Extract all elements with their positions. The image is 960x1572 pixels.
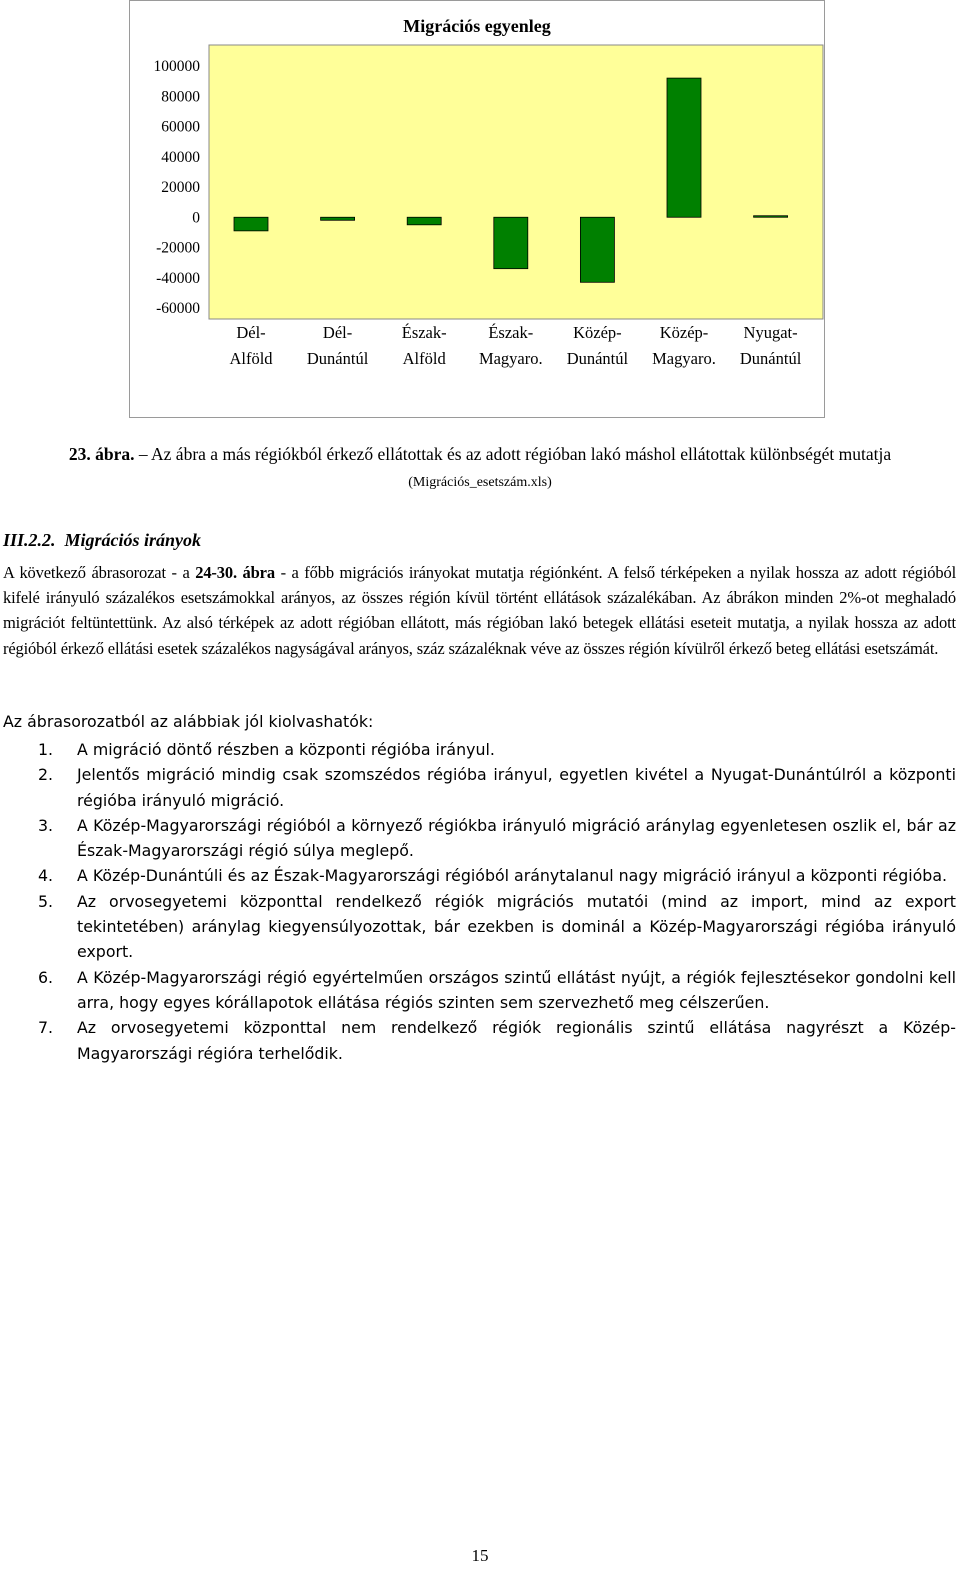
bar (321, 217, 355, 220)
list-item (3, 813, 956, 864)
bar (580, 217, 614, 282)
x-tick-label: Alföld (402, 349, 446, 368)
list-item-text: Jelentős migráció mindig csak szomszédos régióba irányul, egyetlen kivétel a Nyugat-Dunántúlról a központi régióba irányuló migráció. (77, 765, 956, 810)
plot-area (209, 45, 823, 319)
paragraph-figure-ref: 24-30. ábra (195, 563, 275, 582)
chart-title: Migrációs egyenleg (403, 16, 551, 36)
bar (234, 217, 268, 231)
paragraph-part-1: A következő ábrasorozat - a (3, 563, 196, 582)
x-tick-label: Észak- (401, 323, 447, 342)
bar (494, 217, 528, 268)
x-tick-label: Észak- (488, 323, 534, 342)
x-tick-label: Közép- (573, 323, 622, 342)
x-tick-label: Nyugat- (743, 323, 798, 342)
bar (754, 216, 788, 218)
list-item (3, 889, 956, 965)
y-tick-label: 100000 (153, 58, 200, 75)
x-tick-label: Közép- (659, 323, 709, 342)
x-tick-label: Dél- (236, 323, 266, 342)
x-tick-label: Dunántúl (739, 349, 802, 368)
list-intro: Az ábrasorozatból az alábbiak jól kiolvashatók: (3, 712, 374, 731)
list-item (3, 762, 956, 813)
list-item-number: 5. (38, 891, 54, 911)
list-item (3, 965, 956, 1016)
list-item-number: 3. (38, 815, 54, 835)
y-tick-label: 60000 (161, 118, 200, 136)
findings-list (3, 737, 956, 1066)
section-heading (3, 530, 201, 551)
y-tick-label: 80000 (161, 88, 200, 106)
figure-caption (40, 441, 920, 496)
list-item-number: 6. (38, 967, 54, 987)
x-tick-label: Magyaro. (652, 349, 716, 368)
body-paragraph (3, 560, 956, 661)
list-item (3, 1015, 956, 1066)
chart-svg (130, 1, 824, 417)
list-item-number: 2. (38, 765, 54, 785)
y-tick-label: 0 (192, 209, 200, 227)
caption-source: (Migrációs_esetszám.xls) (408, 475, 552, 490)
y-tick-label: -40000 (156, 269, 200, 287)
x-tick-label: Dunántúl (566, 349, 629, 368)
bar (407, 217, 441, 225)
x-tick-label: Dél- (322, 323, 353, 342)
caption-dash: – (134, 444, 152, 464)
y-tick-label: 40000 (161, 148, 200, 166)
caption-label: 23. ábra. (68, 444, 135, 464)
list-item-text: A Közép-Magyarországi régióból a környező régiókba irányuló migráció aránylag egyenletesen oszlik el, bár az Észak-Magyarországi régió súlya meglepő. (77, 815, 956, 861)
list-item-text: Az orvosegyetemi központtal rendelkező régiók migrációs mutatói (mind az import, mind az export tekintetében) aránylag kiegyensúlyozottak, bár ezekben is dominál a Közép-Magyarországi régióba irányuló export. (77, 891, 956, 962)
page-number: 15 (471, 1546, 489, 1565)
section-number: III.2.2. (3, 530, 56, 550)
list-item (3, 737, 956, 762)
list-item-number: 7. (38, 1018, 54, 1038)
list-item-number: 1. (38, 740, 54, 759)
paragraph-part-3: Az alsó térképek az adott régióban ellátott, más régióban lakó betegek ellátási eseteit mutatja, a nyilak hossza az adott régióból érkező ellátási esetek százalékos nagyságával arányos, száz százaléknak véve az összes régión kívülről érkező beteg ellátási esetszámát. (3, 613, 956, 658)
list-item-text: A Közép-Dunántúli és az Észak-Magyarországi régióból aránytalanul nagy migráció irányul a központi régióba. (77, 866, 948, 886)
x-tick-label: Alföld (229, 349, 273, 368)
y-tick-label: -20000 (156, 239, 200, 257)
chart-frame (129, 0, 825, 418)
y-tick-label: 20000 (161, 179, 200, 196)
list-item-text: A Közép-Magyarországi régió egyértelműen országos szintű ellátást nyújt, a régiók fejlesztésekor gondolni kell arra, hogy egyes kórállapotok ellátása régiós szinten sem szervezhető meg célszerűen. (77, 967, 956, 1012)
x-tick-label: Dunántúl (306, 349, 369, 368)
y-tick-label: -60000 (156, 300, 200, 317)
x-tick-label: Magyaro. (478, 349, 543, 368)
list-item-text: Az orvosegyetemi központtal nem rendelkező régiók regionális szintű ellátása nagyrészt a Közép-Magyarországi régióra terhelődik. (77, 1018, 956, 1063)
list-item (3, 863, 956, 888)
paragraph-part-2: - a főbb migrációs irányokat mutatja régiónként. A felső térképeken a nyilak hossza az adott régióból kifelé irányuló százalékos esetszámokkal arányos, az összes régión kívül történt ellátások százalékában. Az ábrákon minden 2%-ot meghaladó migrációt feltüntettünk. (3, 563, 957, 633)
list-item-number: 4. (38, 866, 54, 886)
section-title: Migrációs irányok (64, 530, 202, 550)
caption-text: Az ábra a más régiókból érkező ellátottak és az adott régióban lakó máshol ellátottak különbségét mutatja (151, 444, 892, 464)
list-item-text: A migráció döntő részben a központi régióba irányul. (77, 740, 495, 759)
bar (667, 78, 701, 217)
